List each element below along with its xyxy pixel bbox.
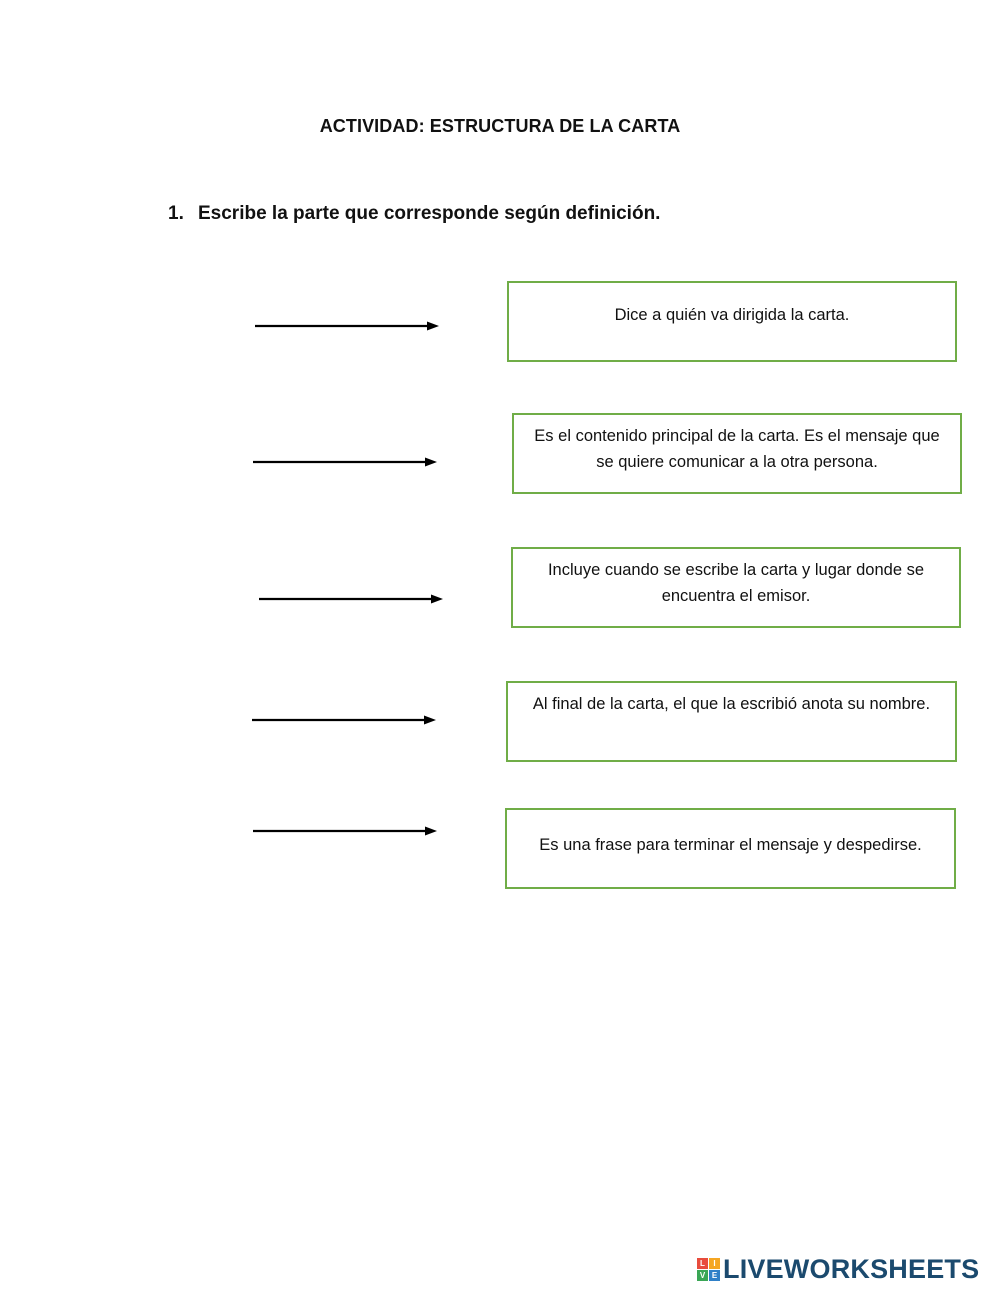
question-text: Escribe la parte que corresponde según definición. — [198, 203, 661, 224]
right-arrow-icon — [253, 825, 439, 837]
definition-box-2 — [512, 413, 962, 494]
definition-box-5 — [505, 808, 956, 889]
definition-text-4: Al final de la carta, el que la escribió anota su nombre. — [532, 695, 931, 713]
liveworksheets-logo-icon: L I V E — [697, 1258, 720, 1281]
question-1 — [168, 203, 660, 225]
right-arrow-icon — [252, 714, 438, 726]
right-arrow-icon — [255, 320, 441, 332]
right-arrow-icon — [259, 593, 445, 605]
liveworksheets-brand — [697, 1254, 979, 1284]
brand-name: LIVEWORKSHEETS — [723, 1253, 980, 1284]
definition-box-4 — [506, 681, 957, 762]
definition-box-3 — [511, 547, 961, 628]
definition-text-2: Es el contenido principal de la carta. Es el mensaje que se quiere comunicar a la otra persona. — [534, 427, 940, 471]
definition-text-5: Es una frase para terminar el mensaje y despedirse. — [539, 836, 922, 854]
definition-text-3: Incluye cuando se escribe la carta y lugar donde se encuentra el emisor. — [547, 561, 925, 605]
definition-text-1: Dice a quién va dirigida la carta. — [614, 306, 850, 324]
right-arrow-icon — [253, 456, 439, 468]
question-number: 1. — [168, 203, 184, 224]
definition-box-1 — [507, 281, 957, 362]
worksheet-title: ACTIVIDAD: ESTRUCTURA DE LA CARTA — [319, 116, 681, 136]
